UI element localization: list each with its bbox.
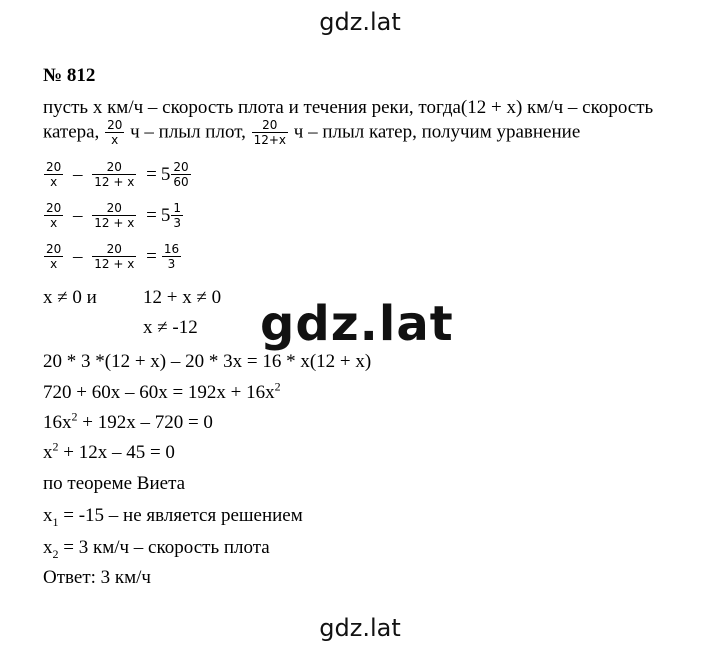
fraction-20-over-12x: $\frac{20}{12 + x}$ bbox=[94, 160, 135, 190]
answer: Ответ: 3 км/ч bbox=[43, 567, 151, 588]
equation-reduced: $x^2 + 12x - 45 = 0$ bbox=[43, 439, 175, 463]
intro-text-b: ч – плыл плот, bbox=[130, 121, 246, 143]
fraction-20-over-12x: $\frac{20}{12+x}$ bbox=[253, 118, 287, 148]
condition-x-neg12: x ≠ -12 bbox=[143, 317, 198, 338]
equation-simplified: $720 + 60x - 60x = 192x + 16x^2$ bbox=[43, 379, 281, 403]
fraction-20-over-12x: $\frac{20}{12 + x}$ bbox=[94, 242, 135, 272]
equation-line-1: $\frac{20}{x}$ – $\frac{20}{12 + x}$ = 5 $\frac{20}{60}$ bbox=[46, 160, 189, 190]
fraction-20-over-x: $\frac{20}{x}$ bbox=[46, 160, 62, 190]
equation-quadratic: $16x^2 + 192x - 720 = 0$ bbox=[43, 409, 213, 433]
intro-text-c: ч – плыл катер, получим уравнение bbox=[293, 121, 581, 143]
equation-expanded: 20 * 3 *(12 + x) – 20 * 3x = 16 * x(12 + x) bbox=[43, 351, 372, 372]
fraction-16-over-3: $\frac{16}{3}$ bbox=[163, 242, 180, 272]
watermark-middle: gdz.lat bbox=[260, 296, 454, 352]
fraction-20-over-x: $\frac{20}{x}$ bbox=[46, 201, 62, 231]
condition-12x: 12 + x ≠ 0 bbox=[143, 287, 222, 308]
fraction-1-over-3: $\frac{1}{3}$ bbox=[173, 201, 181, 231]
task-number: № 812 bbox=[43, 65, 96, 86]
intro-line-2 bbox=[43, 118, 580, 148]
root-x1: $x_1 = -15$ – не является решением bbox=[43, 505, 303, 529]
watermark-top: gdz.lat bbox=[319, 8, 401, 36]
root-x2: $x_2 = 3$ км/ч – скорость плота bbox=[43, 537, 270, 561]
fraction-20-over-12x: $\frac{20}{12 + x}$ bbox=[94, 201, 135, 231]
fraction-20-over-x: $\frac{20}{x}$ bbox=[107, 118, 123, 148]
equation-line-2: $\frac{20}{x}$ – $\frac{20}{12 + x}$ = 5 $\frac{1}{3}$ bbox=[46, 201, 181, 231]
fraction-20-over-60: $\frac{20}{60}$ bbox=[173, 160, 189, 190]
condition-x: x ≠ 0 и bbox=[43, 287, 97, 308]
intro-line-1: пусть x км/ч – скорость плота и течения реки, тогда(12 + x) км/ч – скорость bbox=[43, 97, 654, 118]
intro-text-a: катера, bbox=[43, 121, 100, 143]
equation-line-3: $\frac{20}{x}$ – $\frac{20}{12 + x}$ = $\frac{16}{3}$ bbox=[46, 242, 180, 272]
watermark-bottom: gdz.lat bbox=[319, 614, 401, 642]
fraction-20-over-x: $\frac{20}{x}$ bbox=[46, 242, 62, 272]
vieta-text: по теореме Виета bbox=[43, 473, 186, 494]
